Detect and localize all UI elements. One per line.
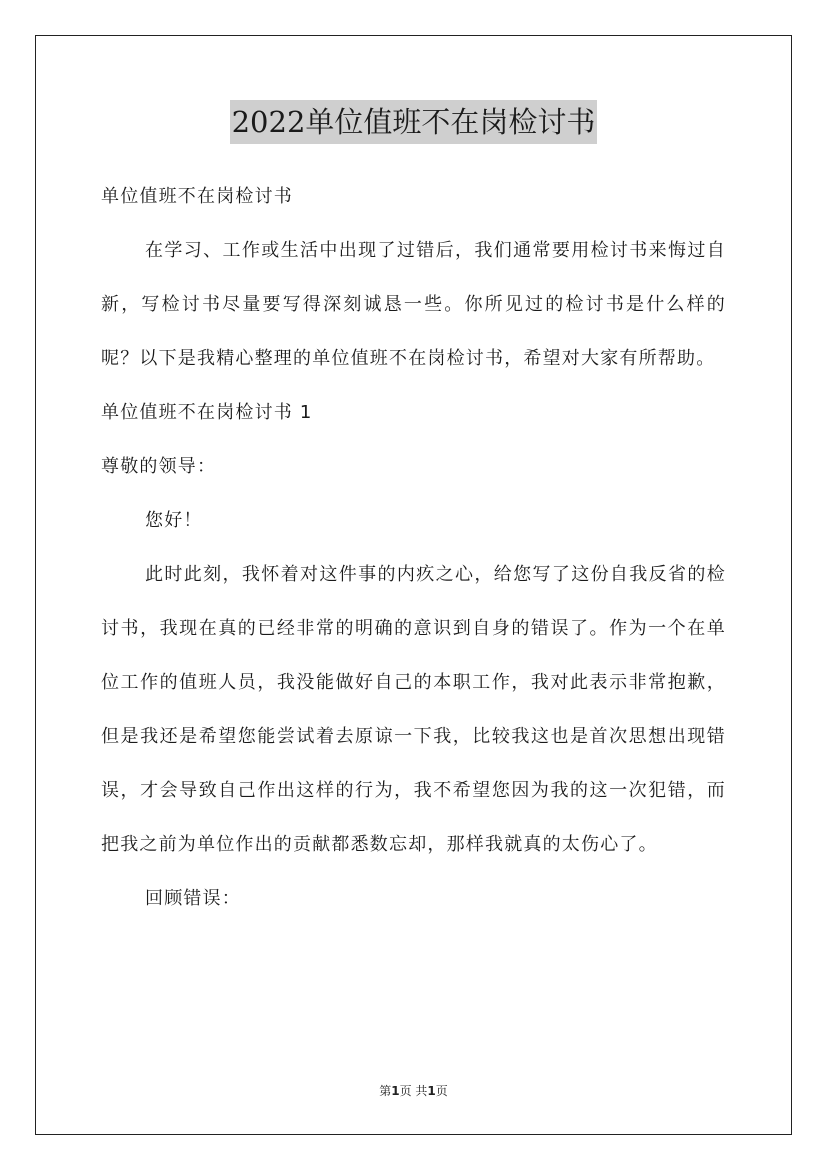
footer-prefix: 第 bbox=[379, 1084, 392, 1098]
paragraph: 在学习、工作或生活中出现了过错后，我们通常要用检讨书来悔过自新，写检讨书尽量要写得深刻诚恳一些。你所见过的检讨书是什么样的呢？以下是我精心整理的单位值班不在岗检讨书，希望对大家有所帮助。 bbox=[101, 240, 726, 369]
paragraph: 回顾错误： bbox=[145, 888, 241, 909]
paragraph: 您好！ bbox=[145, 510, 203, 531]
page-number: 1 bbox=[391, 1084, 400, 1098]
title-container bbox=[0, 100, 827, 144]
paragraph: 尊敬的领导： bbox=[101, 456, 217, 477]
paragraph: 此时此刻，我怀着对这件事的内疚之心，给您写了这份自我反省的检讨书，我现在真的已经非常的明确的意识到自身的错误了。作为一个在单位工作的值班人员，我没能做好自己的本职工作，我对此表示非常抱歉，但是我还是希望您能尝试着去原谅一下我，比较我这也是首次思想出现错误，才会导致自己作出这样的行为，我不希望您因为我的这一次犯错，而把我之前为单位作出的贡献都悉数忘却，那样我就真的太伤心了。 bbox=[101, 564, 726, 855]
footer-suffix: 页 bbox=[435, 1084, 448, 1098]
page-footer bbox=[0, 1082, 827, 1099]
paragraph: 单位值班不在岗检讨书 bbox=[101, 186, 293, 207]
document-title: 2022单位值班不在岗检讨书 bbox=[230, 100, 598, 144]
footer-mid: 页 共 bbox=[399, 1084, 428, 1098]
total-pages: 1 bbox=[427, 1084, 436, 1098]
document-body bbox=[101, 170, 726, 926]
paragraph: 单位值班不在岗检讨书 1 bbox=[101, 402, 313, 423]
